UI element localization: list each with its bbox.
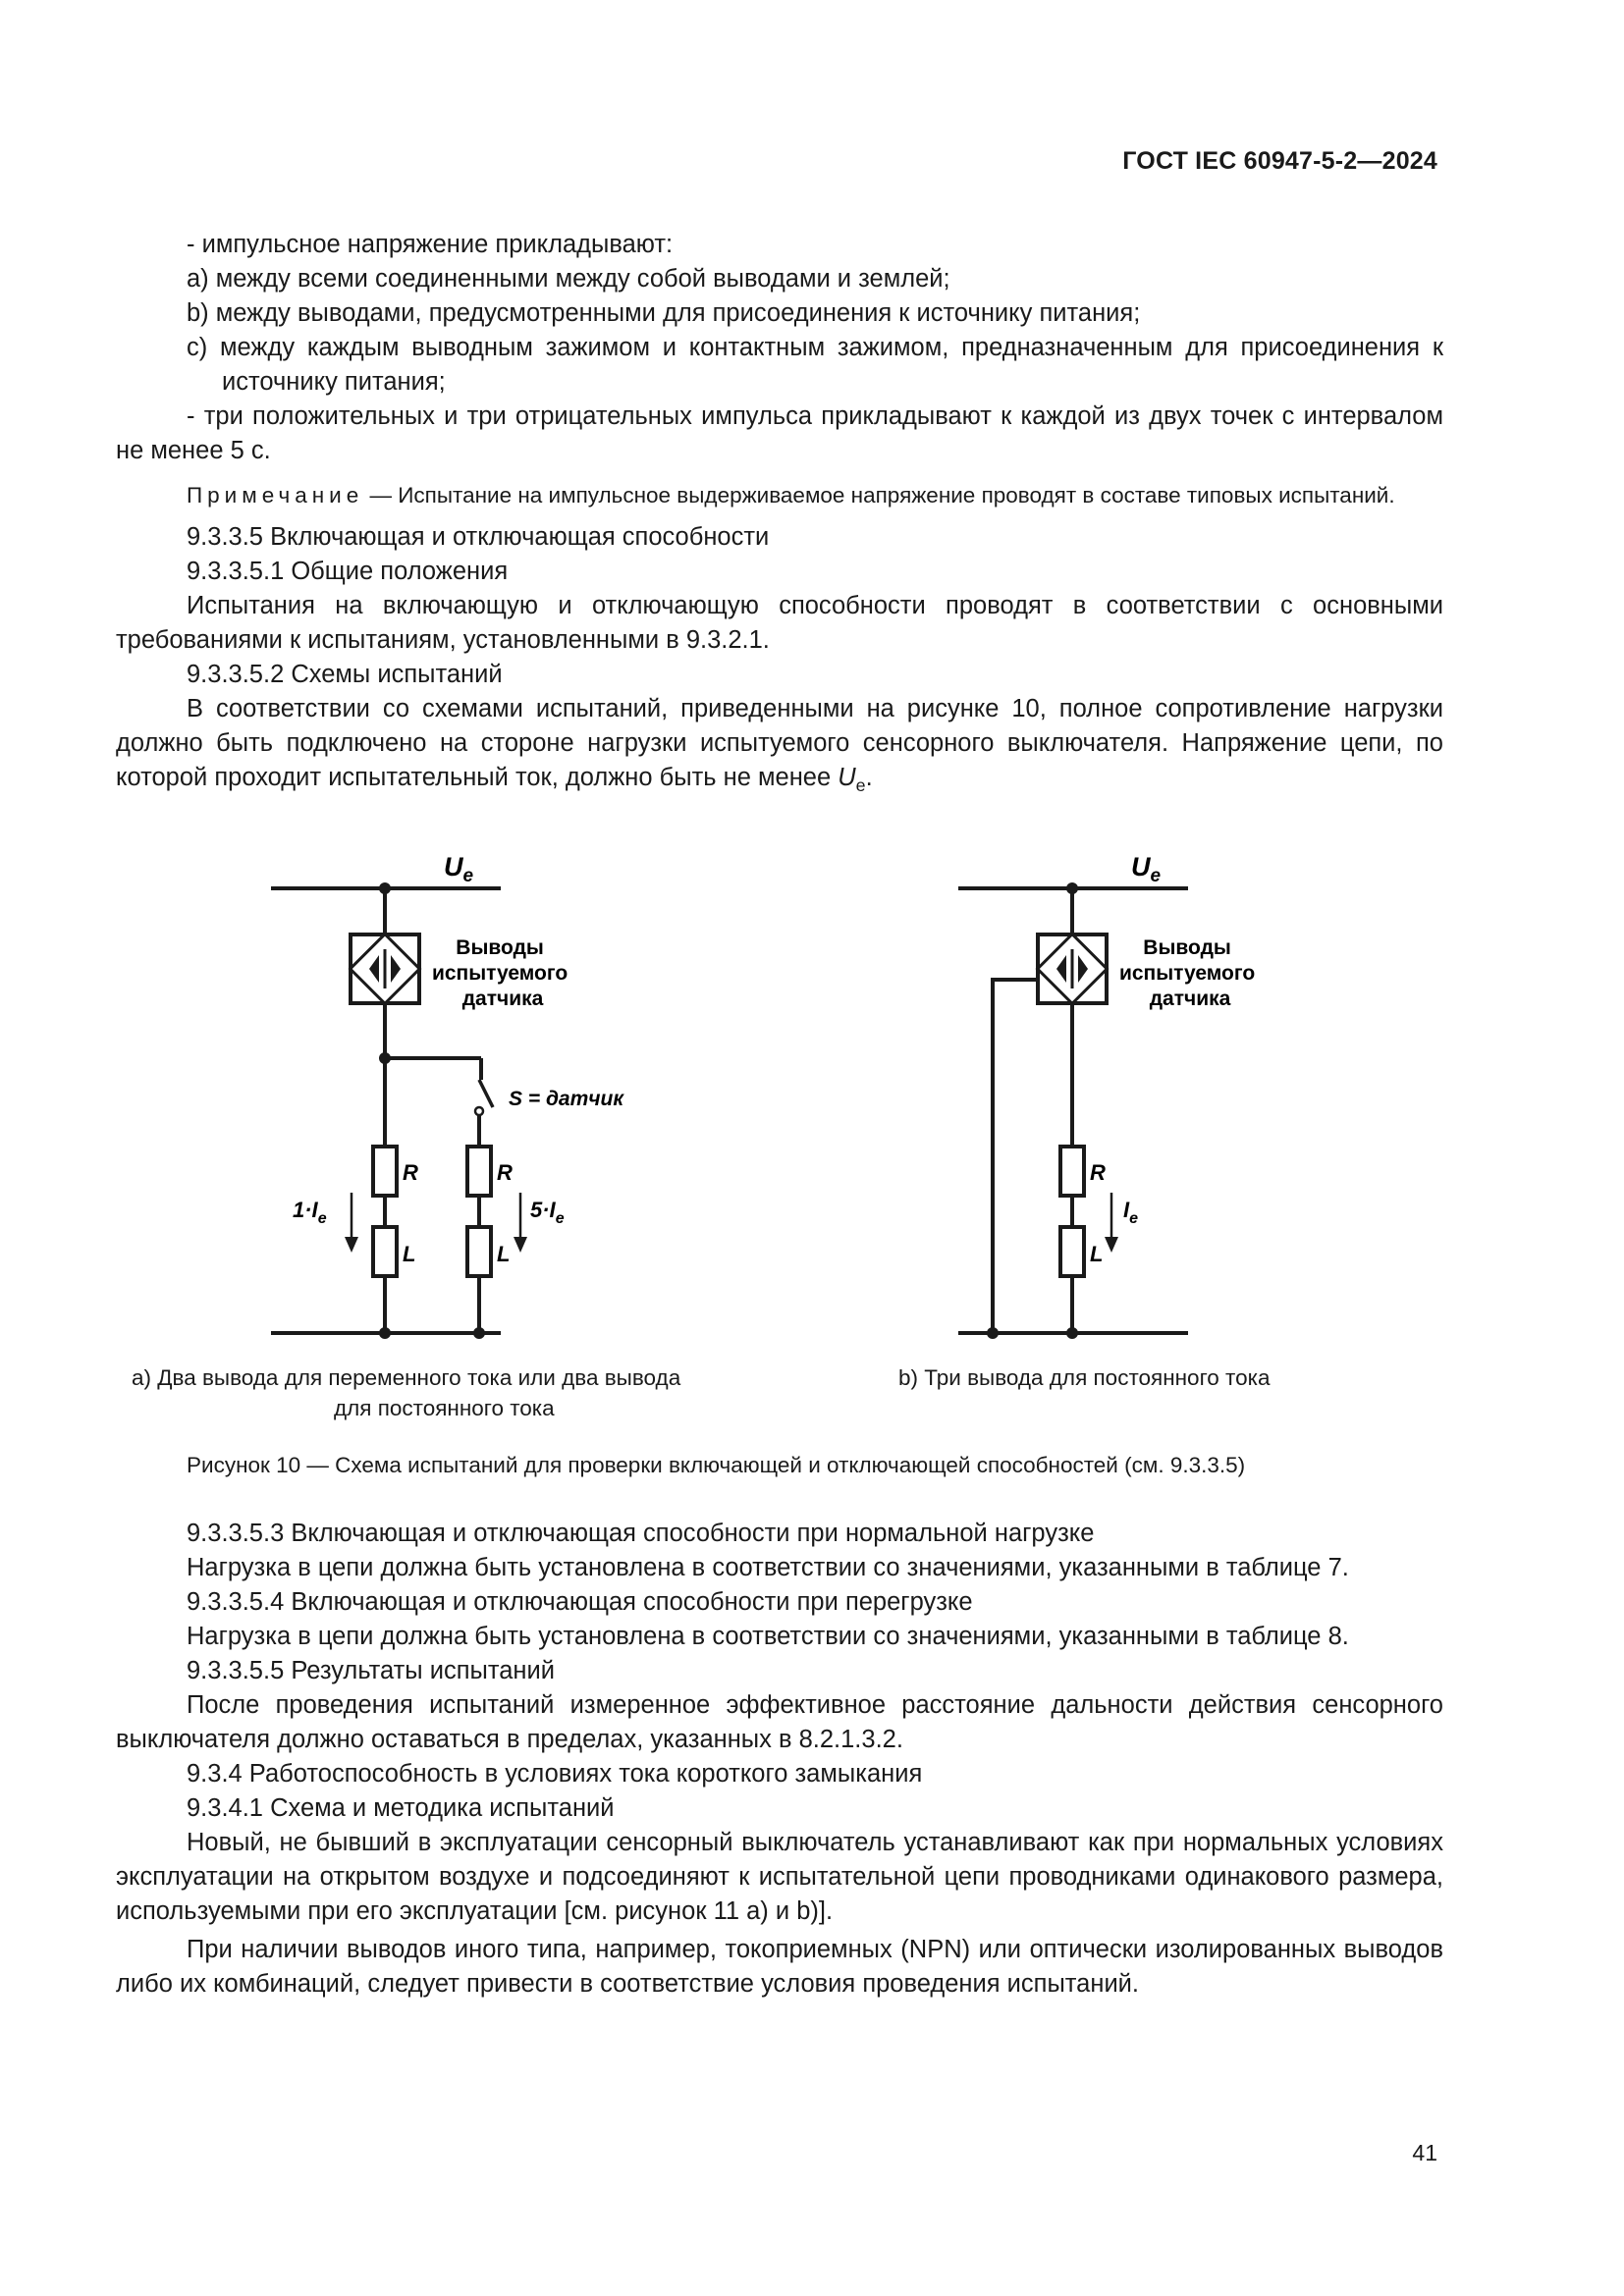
list-item-b: b) между выводами, предусмотренными для присоединения к источнику питания; bbox=[187, 299, 1141, 327]
switch-label: S = датчик bbox=[509, 1088, 623, 1110]
heading-9-3-4: 9.3.4 Работоспособность в условиях тока короткого замыкания bbox=[187, 1760, 923, 1788]
heading-9-3-3-5-3: 9.3.3.5.3 Включающая и отключающая способности при нормальной нагрузке bbox=[187, 1520, 1095, 1547]
upper-text-block bbox=[116, 228, 1443, 803]
page-number: 41 bbox=[1412, 2140, 1437, 2165]
inductor-label-b: L bbox=[1090, 1242, 1104, 1266]
resistor-label-b: R bbox=[1090, 1160, 1106, 1185]
heading-9-3-3-5: 9.3.3.5 Включающая и отключающая способности bbox=[187, 523, 770, 551]
inductor-label-a2: L bbox=[497, 1242, 511, 1266]
ue-subscript: e bbox=[855, 775, 866, 796]
paragraph-overload: Нагрузка в цепи должна быть установлена в соответствии со значениями, указанными в таблице 8. bbox=[187, 1623, 1349, 1650]
ue-symbol: U bbox=[838, 764, 856, 791]
paragraph-new-switch: Новый, не бывший в эксплуатации сенсорный выключатель устанавливают как при нормальных условиях эксплуатации на открытом воздухе и подсоединяют к испытательной цепи проводниками одинакового размера, используемыми при его эксплуатации [см. рисунок 11 a) и b)]. bbox=[116, 1829, 1443, 1925]
list-item-a: a) между всеми соединенными между собой выводами и землей; bbox=[187, 265, 950, 293]
caption-b: b) Три вывода для постоянного тока bbox=[898, 1365, 1271, 1390]
paragraph-results: После проведения испытаний измеренное эффективное расстояние дальности действия сенсорного выключателя должно оставаться в пределах, указанных в 8.2.1.3.2. bbox=[116, 1691, 1443, 1753]
resistor-label-a1: R bbox=[403, 1160, 418, 1185]
current-label-left: $1\cdot I_e$ bbox=[293, 1198, 327, 1227]
heading-9-3-3-5-4: 9.3.3.5.4 Включающая и отключающая способности при перегрузке bbox=[187, 1588, 973, 1616]
heading-9-3-3-5-1: 9.3.3.5.1 Общие положения bbox=[187, 558, 509, 585]
impulse-lead: - импульсное напряжение прикладывают: bbox=[187, 231, 674, 258]
supply-label-b: $U_e$ bbox=[1131, 852, 1162, 886]
caption-a bbox=[132, 1362, 680, 1423]
figure-10-diagram bbox=[116, 834, 1443, 1394]
heading-9-3-3-5-2: 9.3.3.5.2 Схемы испытаний bbox=[187, 661, 503, 688]
document-header: ГОСТ IEC 60947-5-2—2024 bbox=[1122, 147, 1437, 175]
current-label-right: $5\cdot I_e$ bbox=[530, 1198, 565, 1227]
paragraph-normal-load: Нагрузка в цепи должна быть установлена в соответствии со значениями, указанными в таблице 7. bbox=[187, 1554, 1349, 1581]
schemes-text: В соответствии со схемами испытаний, приведенными на рисунке 10, полное сопротивление нагрузки должно быть подключено на стороне нагрузки испытуемого сенсорного выключателя. Напряжение цепи, по которой проходит испытательный ток, должно быть не менее bbox=[116, 695, 1443, 791]
note-text: — Испытание на импульсное выдерживаемое напряжение проводят в составе типовых испытаний. bbox=[363, 483, 1395, 507]
resistor-label-a2: R bbox=[497, 1160, 513, 1185]
list-item-c: c) между каждым выводным зажимом и контактным зажимом, предназначенным для присоединения к источнику питания; bbox=[187, 334, 1443, 396]
pulses-paragraph: - три положительных и три отрицательных импульса прикладывают к каждой из двух точек с интервалом не менее 5 с. bbox=[116, 402, 1443, 464]
device-label-a: Выводы испытуемого датчика bbox=[431, 936, 568, 1010]
note-label: Примечание bbox=[187, 483, 364, 507]
heading-9-3-3-5-5: 9.3.3.5.5 Результаты испытаний bbox=[187, 1657, 555, 1684]
schemes-end: . bbox=[865, 764, 873, 791]
current-label-b: $I_e$ bbox=[1123, 1198, 1139, 1227]
inductor-label-a1: L bbox=[403, 1242, 416, 1266]
paragraph-general: Испытания на включающую и отключающую способности проводят в соответствии с основными требованиями к испытаниям, установленными в 9.3.2.1. bbox=[116, 592, 1443, 654]
caption-a-line1: a) Два вывода для переменного тока или два вывода bbox=[132, 1365, 681, 1390]
note bbox=[116, 480, 1443, 510]
figure-title: Рисунок 10 — Схема испытаний для проверки включающей и отключающей способностей (см. 9.3.3.5) bbox=[187, 1453, 1246, 1477]
paragraph-schemes bbox=[116, 692, 1443, 803]
device-label-b: Выводы испытуемого датчика bbox=[1118, 936, 1256, 1010]
heading-9-3-4-1: 9.3.4.1 Схема и методика испытаний bbox=[187, 1794, 615, 1822]
caption-a-line2: для постоянного тока bbox=[334, 1396, 555, 1420]
lower-text-block bbox=[116, 1517, 1443, 2002]
paragraph-other-outputs: При наличии выводов иного типа, например, токоприемных (NPN) или оптически изолированных выводов либо их комбинаций, следует привести в соответствие условия проведения испытаний. bbox=[116, 1936, 1443, 1998]
supply-label-a: $U_e$ bbox=[444, 852, 474, 886]
